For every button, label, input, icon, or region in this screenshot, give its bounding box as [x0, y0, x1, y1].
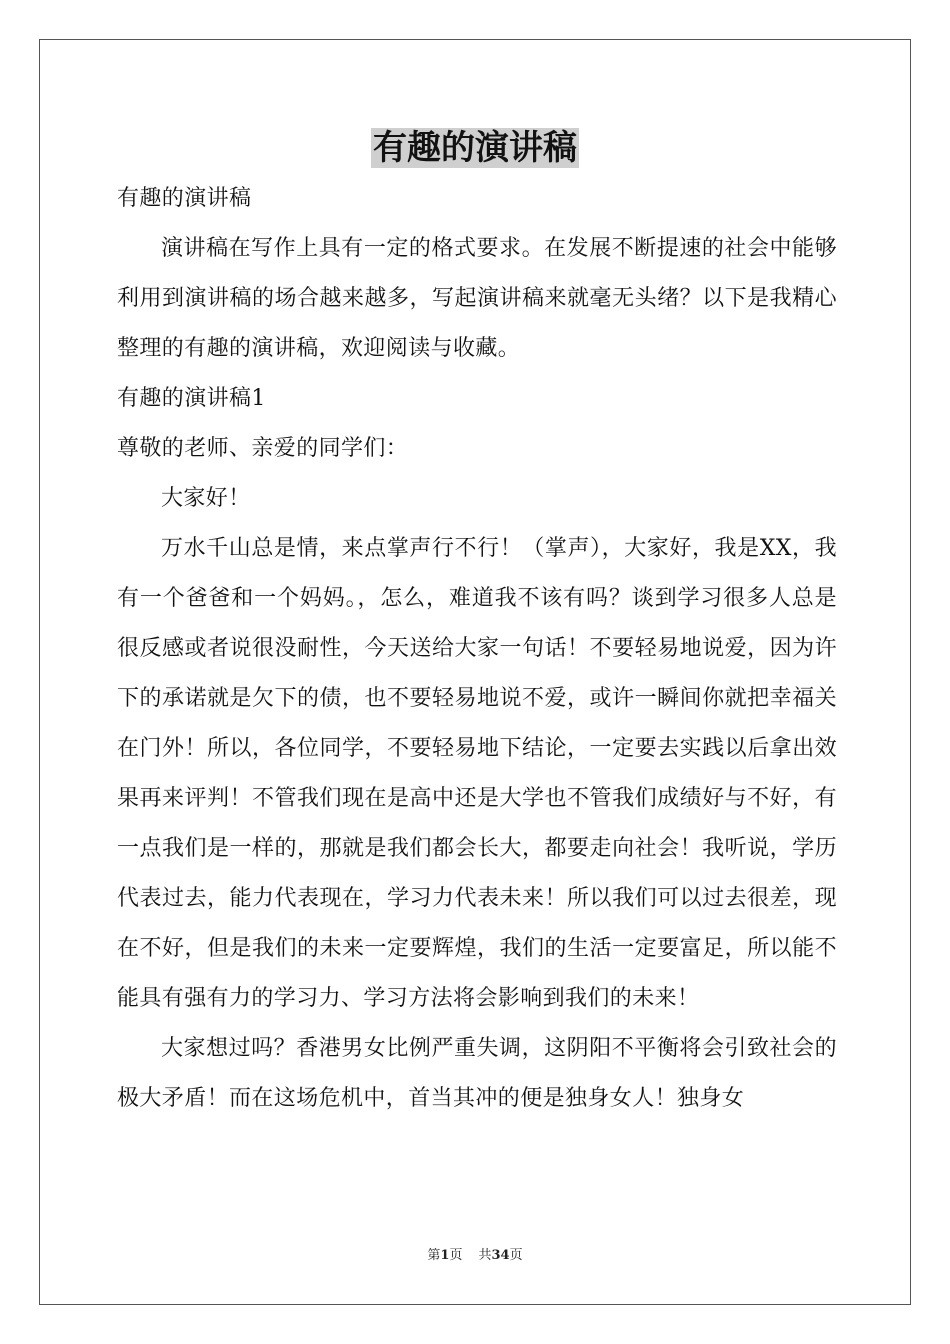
footer-page-prefix: 第 — [427, 1248, 441, 1263]
footer-total-prefix: 共 — [478, 1248, 492, 1263]
salutation-paragraph: 尊敬的老师、亲爱的同学们： — [117, 436, 409, 461]
footer-page-suffix: 页 — [449, 1248, 463, 1263]
intro-paragraph: 演讲稿在写作上具有一定的格式要求。在发展不断提速的社会中能够利用到演讲稿的场合越来越多，写起演讲稿来就毫无头绪？以下是我精心整理的有趣的演讲稿，欢迎阅读与收藏。 — [117, 236, 837, 361]
section-heading: 有趣的演讲稿1 — [117, 386, 266, 411]
document-title-text: 有趣的演讲稿 — [373, 128, 577, 168]
subtitle-paragraph: 有趣的演讲稿 — [117, 186, 252, 211]
footer-total-suffix: 页 — [509, 1248, 523, 1263]
footer-page-number: 1 — [440, 1248, 450, 1263]
footer-total-pages: 34 — [491, 1248, 510, 1263]
body-paragraph: 万水千山总是情，来点掌声行不行！（掌声），大家好，我是XX，我有一个爸爸和一个妈妈。，怎么，难道我不该有吗？谈到学习很多人总是很反感或者说很没耐性，今天送给大家一句话！不要轻易地说爱，因为许下的承诺就是欠下的债，也不要轻易地说不爱，或许一瞬间你就把幸福关在门外！所以，各位同学，不要轻易地下结论，一定要去实践以后拿出效果再来评判！不管我们现在是高中还是大学也不管我们成绩好与不好，有一点我们是一样的，那就是我们都会长大，都要走向社会！我听说，学历代表过去，能力代表现在，学习力代表未来！所以我们可以过去很差，现在不好，但是我们的未来一定要辉煌，我们的生活一定要富足，所以能不能具有强有力的学习力、学习方法将会影响到我们的未来！ — [117, 536, 837, 1011]
greeting-paragraph: 大家好！ — [161, 486, 251, 511]
body-paragraph: 大家想过吗？香港男女比例严重失调，这阴阳不平衡将会引致社会的极大矛盾！而在这场危机中，首当其冲的便是独身女人！独身女 — [117, 1036, 837, 1111]
document-title — [0, 124, 950, 172]
page-footer — [0, 1244, 950, 1263]
document-body — [117, 174, 837, 1124]
